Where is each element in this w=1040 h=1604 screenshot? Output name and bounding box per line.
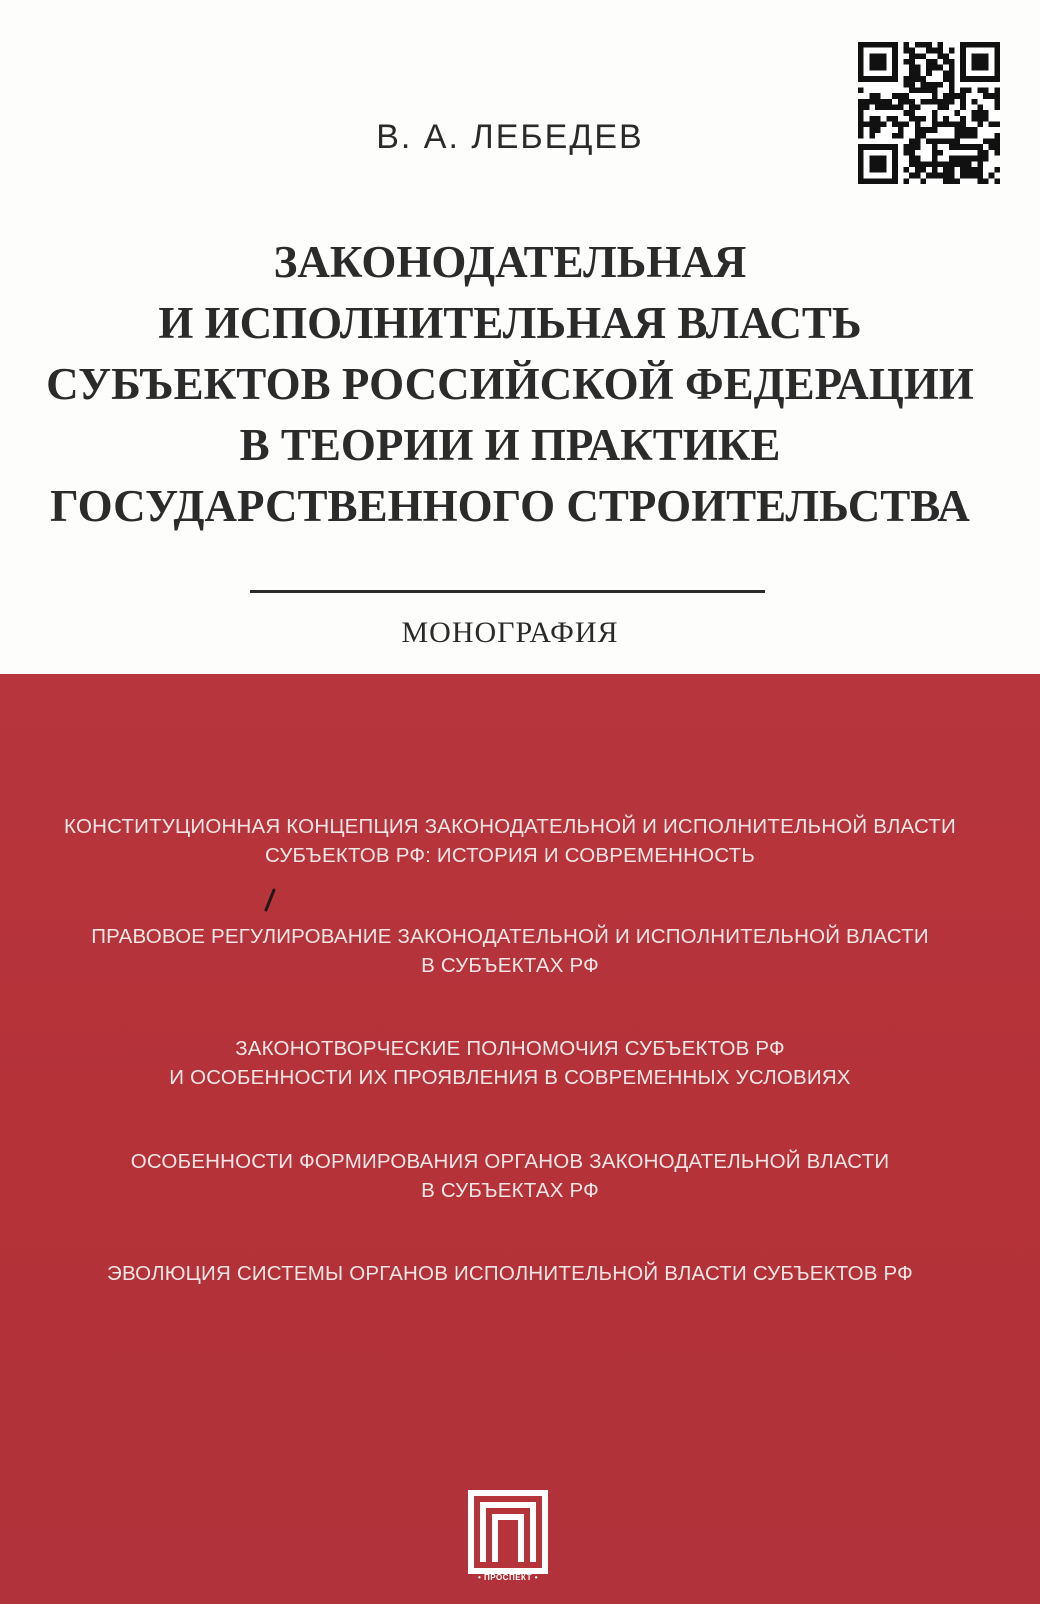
title-line: ЗАКОНОДАТЕЛЬНАЯ — [273, 237, 747, 287]
pen-mark-icon — [262, 888, 278, 912]
topic-line: ЗАКОНОТВОРЧЕСКИЕ ПОЛНОМОЧИЯ СУБЪЕКТОВ РФ — [235, 1037, 785, 1060]
topic-line: В СУБЪЕКТАХ РФ — [421, 1179, 599, 1202]
topic-line: ЭВОЛЮЦИЯ СИСТЕМЫ ОРГАНОВ ИСПОЛНИТЕЛЬНОЙ ВЛАСТИ СУБЪЕКТОВ РФ — [107, 1262, 913, 1285]
publisher-logo-icon — [468, 1490, 548, 1574]
title-line: В ТЕОРИИ И ПРАКТИКЕ — [239, 420, 781, 470]
topic-line: КОНСТИТУЦИОННАЯ КОНЦЕПЦИЯ ЗАКОНОДАТЕЛЬНОЙ И ИСПОЛНИТЕЛЬНОЙ ВЛАСТИ — [64, 815, 956, 838]
title-line: И ИСПОЛНИТЕЛЬНАЯ ВЛАСТЬ — [158, 298, 862, 348]
qr-code-icon — [858, 42, 1000, 184]
book-genre: МОНОГРАФИЯ — [401, 616, 619, 649]
topic-item — [20, 1259, 1000, 1288]
topic-item — [20, 1147, 1000, 1205]
topic-line: СУБЪЕКТОВ РФ: ИСТОРИЯ И СОВРЕМЕННОСТЬ — [265, 844, 755, 867]
topic-item — [20, 812, 1000, 870]
book-title — [20, 232, 1000, 537]
topic-line: И ОСОБЕННОСТИ ИХ ПРОЯВЛЕНИЯ В СОВРЕМЕННЫХ УСЛОВИЯХ — [169, 1066, 851, 1089]
title-line: ГОСУДАРСТВЕННОГО СТРОИТЕЛЬСТВА — [50, 481, 970, 531]
topic-line: ПРАВОВОЕ РЕГУЛИРОВАНИЕ ЗАКОНОДАТЕЛЬНОЙ И ИСПОЛНИТЕЛЬНОЙ ВЛАСТИ — [91, 925, 929, 948]
topic-line: ОСОБЕННОСТИ ФОРМИРОВАНИЯ ОРГАНОВ ЗАКОНОДАТЕЛЬНОЙ ВЛАСТИ — [130, 1150, 890, 1173]
title-divider — [250, 590, 765, 593]
topic-line: В СУБЪЕКТАХ РФ — [421, 954, 599, 977]
title-line: СУБЪЕКТОВ РОССИЙСКОЙ ФЕДЕРАЦИИ — [46, 359, 974, 409]
publisher-name: • ПРОСПЕКТ • — [477, 1573, 539, 1582]
cover-top-section — [0, 0, 1040, 674]
topic-item — [20, 922, 1000, 980]
author-name: В. А. ЛЕБЕДЕВ — [376, 118, 644, 156]
topic-item — [20, 1034, 1000, 1092]
